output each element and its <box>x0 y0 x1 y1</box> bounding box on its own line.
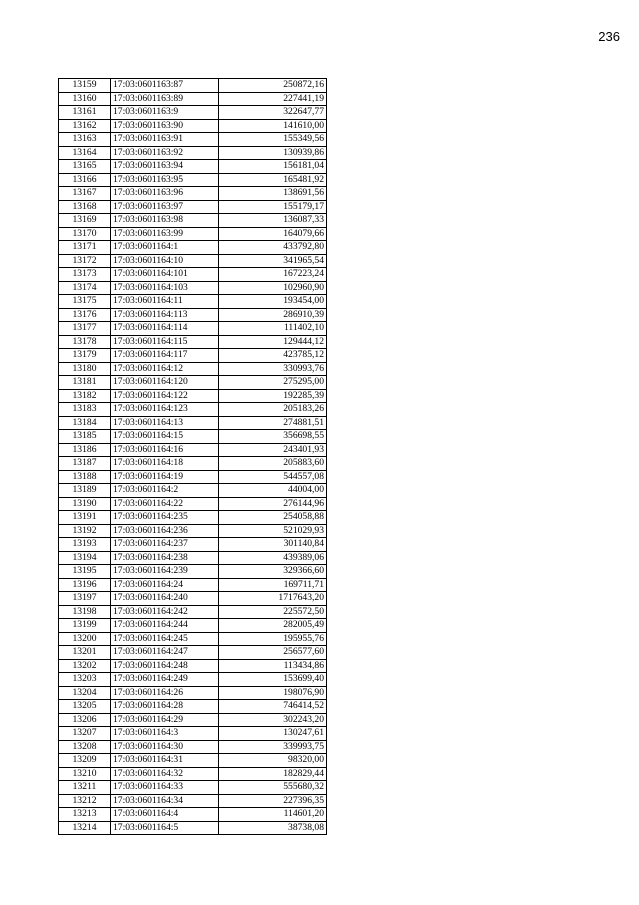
cadastral-number-cell: 17:03:0601164:16 <box>111 443 219 457</box>
cadastral-number-cell: 17:03:0601164:19 <box>111 470 219 484</box>
table-row <box>59 268 327 282</box>
table-row <box>59 281 327 295</box>
cadastral-number-cell: 17:03:0601163:90 <box>111 119 219 133</box>
cadastral-value-cell: 198076,90 <box>219 686 327 700</box>
table-row <box>59 808 327 822</box>
row-number-cell: 13185 <box>59 430 111 444</box>
row-number-cell: 13207 <box>59 727 111 741</box>
table-row <box>59 79 327 93</box>
cadastral-number-cell: 17:03:0601164:34 <box>111 794 219 808</box>
table-row <box>59 767 327 781</box>
row-number-cell: 13170 <box>59 227 111 241</box>
cadastral-value-cell: 192285,39 <box>219 389 327 403</box>
cadastral-number-cell: 17:03:0601164:236 <box>111 524 219 538</box>
cadastral-value-cell: 130247,61 <box>219 727 327 741</box>
cadastral-value-cell: 302243,20 <box>219 713 327 727</box>
cadastral-number-cell: 17:03:0601163:99 <box>111 227 219 241</box>
table-row <box>59 781 327 795</box>
cadastral-value-cell: 38738,08 <box>219 821 327 835</box>
cadastral-value-cell: 256577,60 <box>219 646 327 660</box>
row-number-cell: 13202 <box>59 659 111 673</box>
cadastral-value-cell: 746414,52 <box>219 700 327 714</box>
table-row <box>59 659 327 673</box>
table-row <box>59 470 327 484</box>
table-row <box>59 376 327 390</box>
cadastral-number-cell: 17:03:0601164:15 <box>111 430 219 444</box>
table-row <box>59 335 327 349</box>
row-number-cell: 13197 <box>59 592 111 606</box>
cadastral-value-cell: 155349,56 <box>219 133 327 147</box>
cadastral-value-cell: 286910,39 <box>219 308 327 322</box>
row-number-cell: 13205 <box>59 700 111 714</box>
cadastral-number-cell: 17:03:0601163:91 <box>111 133 219 147</box>
row-number-cell: 13203 <box>59 673 111 687</box>
row-number-cell: 13191 <box>59 511 111 525</box>
cadastral-value-cell: 205883,60 <box>219 457 327 471</box>
cadastral-number-cell: 17:03:0601164:24 <box>111 578 219 592</box>
cadastral-number-cell: 17:03:0601164:244 <box>111 619 219 633</box>
cadastral-value-cell: 339993,75 <box>219 740 327 754</box>
cadastral-number-cell: 17:03:0601163:97 <box>111 200 219 214</box>
table-row <box>59 403 327 417</box>
cadastral-number-cell: 17:03:0601164:122 <box>111 389 219 403</box>
table-row <box>59 592 327 606</box>
table-row <box>59 551 327 565</box>
cadastral-value-cell: 301140,84 <box>219 538 327 552</box>
cadastral-number-cell: 17:03:0601164:123 <box>111 403 219 417</box>
row-number-cell: 13181 <box>59 376 111 390</box>
table-row <box>59 632 327 646</box>
cadastral-number-cell: 17:03:0601164:101 <box>111 268 219 282</box>
row-number-cell: 13200 <box>59 632 111 646</box>
row-number-cell: 13212 <box>59 794 111 808</box>
cadastral-number-cell: 17:03:0601164:240 <box>111 592 219 606</box>
row-number-cell: 13161 <box>59 106 111 120</box>
cadastral-number-cell: 17:03:0601163:89 <box>111 92 219 106</box>
row-number-cell: 13189 <box>59 484 111 498</box>
table-row <box>59 443 327 457</box>
cadastral-number-cell: 17:03:0601164:120 <box>111 376 219 390</box>
row-number-cell: 13193 <box>59 538 111 552</box>
row-number-cell: 13188 <box>59 470 111 484</box>
cadastral-value-cell: 250872,16 <box>219 79 327 93</box>
row-number-cell: 13209 <box>59 754 111 768</box>
cadastral-number-cell: 17:03:0601164:5 <box>111 821 219 835</box>
cadastral-number-cell: 17:03:0601164:242 <box>111 605 219 619</box>
cadastral-number-cell: 17:03:0601164:31 <box>111 754 219 768</box>
table-row <box>59 646 327 660</box>
row-number-cell: 13192 <box>59 524 111 538</box>
row-number-cell: 13164 <box>59 146 111 160</box>
table-row <box>59 146 327 160</box>
cadastral-number-cell: 17:03:0601164:22 <box>111 497 219 511</box>
table-row <box>59 511 327 525</box>
row-number-cell: 13172 <box>59 254 111 268</box>
cadastral-value-cell: 254058,88 <box>219 511 327 525</box>
table-row <box>59 241 327 255</box>
row-number-cell: 13208 <box>59 740 111 754</box>
row-number-cell: 13175 <box>59 295 111 309</box>
cadastral-value-cell: 439389,06 <box>219 551 327 565</box>
cadastral-value-cell: 113434,86 <box>219 659 327 673</box>
table-row <box>59 538 327 552</box>
row-number-cell: 13171 <box>59 241 111 255</box>
table-row <box>59 362 327 376</box>
cadastral-number-cell: 17:03:0601164:33 <box>111 781 219 795</box>
cadastral-number-cell: 17:03:0601164:2 <box>111 484 219 498</box>
cadastral-number-cell: 17:03:0601163:95 <box>111 173 219 187</box>
cadastral-value-cell: 275295,00 <box>219 376 327 390</box>
row-number-cell: 13176 <box>59 308 111 322</box>
row-number-cell: 13165 <box>59 160 111 174</box>
row-number-cell: 13210 <box>59 767 111 781</box>
row-number-cell: 13182 <box>59 389 111 403</box>
row-number-cell: 13178 <box>59 335 111 349</box>
cadastral-number-cell: 17:03:0601164:239 <box>111 565 219 579</box>
table-row <box>59 322 327 336</box>
cadastral-value-cell: 169711,71 <box>219 578 327 592</box>
table-row <box>59 673 327 687</box>
cadastral-value-cell: 330993,76 <box>219 362 327 376</box>
table-row <box>59 565 327 579</box>
cadastral-number-cell: 17:03:0601164:113 <box>111 308 219 322</box>
cadastral-value-cell: 98320,00 <box>219 754 327 768</box>
row-number-cell: 13186 <box>59 443 111 457</box>
row-number-cell: 13201 <box>59 646 111 660</box>
cadastral-value-cell: 167223,24 <box>219 268 327 282</box>
cadastral-value-cell: 155179,17 <box>219 200 327 214</box>
cadastral-value-cell: 276144,96 <box>219 497 327 511</box>
cadastral-number-cell: 17:03:0601164:235 <box>111 511 219 525</box>
cadastral-number-cell: 17:03:0601164:249 <box>111 673 219 687</box>
table-row <box>59 119 327 133</box>
row-number-cell: 13166 <box>59 173 111 187</box>
row-number-cell: 13159 <box>59 79 111 93</box>
table-row <box>59 605 327 619</box>
table-row <box>59 106 327 120</box>
cadastral-number-cell: 17:03:0601164:114 <box>111 322 219 336</box>
table-row <box>59 160 327 174</box>
row-number-cell: 13206 <box>59 713 111 727</box>
cadastral-value-cell: 136087,33 <box>219 214 327 228</box>
cadastral-value-cell: 329366,60 <box>219 565 327 579</box>
cadastral-value-cell: 555680,32 <box>219 781 327 795</box>
row-number-cell: 13211 <box>59 781 111 795</box>
cadastral-number-cell: 17:03:0601164:117 <box>111 349 219 363</box>
cadastral-value-cell: 274881,51 <box>219 416 327 430</box>
cadastral-value-cell: 423785,12 <box>219 349 327 363</box>
cadastral-value-cell: 282005,49 <box>219 619 327 633</box>
table-row <box>59 214 327 228</box>
table-row <box>59 619 327 633</box>
table-row <box>59 727 327 741</box>
cadastral-number-cell: 17:03:0601163:94 <box>111 160 219 174</box>
row-number-cell: 13168 <box>59 200 111 214</box>
cadastral-value-cell: 138691,56 <box>219 187 327 201</box>
row-number-cell: 13169 <box>59 214 111 228</box>
cadastral-value-cell: 227441,19 <box>219 92 327 106</box>
cadastral-number-cell: 17:03:0601164:30 <box>111 740 219 754</box>
table-row <box>59 389 327 403</box>
cadastral-value-cell: 114601,20 <box>219 808 327 822</box>
cadastral-value-cell: 129444,12 <box>219 335 327 349</box>
row-number-cell: 13198 <box>59 605 111 619</box>
cadastral-number-cell: 17:03:0601164:103 <box>111 281 219 295</box>
row-number-cell: 13196 <box>59 578 111 592</box>
cadastral-value-cell: 205183,26 <box>219 403 327 417</box>
cadastral-number-cell: 17:03:0601164:10 <box>111 254 219 268</box>
cadastral-value-cell: 356698,55 <box>219 430 327 444</box>
table-row <box>59 794 327 808</box>
table-row <box>59 200 327 214</box>
cadastral-number-cell: 17:03:0601164:247 <box>111 646 219 660</box>
cadastral-value-cell: 44004,00 <box>219 484 327 498</box>
cadastral-value-cell: 193454,00 <box>219 295 327 309</box>
table-body <box>59 79 327 835</box>
cadastral-number-cell: 17:03:0601164:26 <box>111 686 219 700</box>
table-row <box>59 740 327 754</box>
table-row <box>59 713 327 727</box>
cadastral-value-cell: 544557,08 <box>219 470 327 484</box>
row-number-cell: 13160 <box>59 92 111 106</box>
row-number-cell: 13204 <box>59 686 111 700</box>
row-number-cell: 13180 <box>59 362 111 376</box>
row-number-cell: 13162 <box>59 119 111 133</box>
cadastral-value-cell: 165481,92 <box>219 173 327 187</box>
table-row <box>59 92 327 106</box>
cadastral-value-cell: 322647,77 <box>219 106 327 120</box>
table-row <box>59 700 327 714</box>
table-row <box>59 133 327 147</box>
table-row <box>59 308 327 322</box>
cadastral-value-cell: 164079,66 <box>219 227 327 241</box>
cadastral-value-cell: 195955,76 <box>219 632 327 646</box>
row-number-cell: 13179 <box>59 349 111 363</box>
cadastral-value-cell: 341965,54 <box>219 254 327 268</box>
cadastral-value-cell: 182829,44 <box>219 767 327 781</box>
cadastral-number-cell: 17:03:0601164:3 <box>111 727 219 741</box>
table-row <box>59 457 327 471</box>
cadastral-number-cell: 17:03:0601164:32 <box>111 767 219 781</box>
cadastral-value-cell: 225572,50 <box>219 605 327 619</box>
cadastral-value-cell: 111402,10 <box>219 322 327 336</box>
cadastral-value-cell: 153699,40 <box>219 673 327 687</box>
row-number-cell: 13167 <box>59 187 111 201</box>
table-row <box>59 484 327 498</box>
cadastral-number-cell: 17:03:0601164:13 <box>111 416 219 430</box>
cadastral-value-cell: 102960,90 <box>219 281 327 295</box>
cadastral-value-cell: 433792,80 <box>219 241 327 255</box>
row-number-cell: 13177 <box>59 322 111 336</box>
cadastral-number-cell: 17:03:0601164:29 <box>111 713 219 727</box>
table-row <box>59 173 327 187</box>
table-row <box>59 430 327 444</box>
table-row <box>59 227 327 241</box>
cadastral-number-cell: 17:03:0601163:98 <box>111 214 219 228</box>
cadastral-value-cell: 521029,93 <box>219 524 327 538</box>
row-number-cell: 13194 <box>59 551 111 565</box>
cadastral-number-cell: 17:03:0601164:237 <box>111 538 219 552</box>
cadastral-value-cell: 130939,86 <box>219 146 327 160</box>
cadastral-number-cell: 17:03:0601164:12 <box>111 362 219 376</box>
row-number-cell: 13173 <box>59 268 111 282</box>
row-number-cell: 13190 <box>59 497 111 511</box>
cadastral-number-cell: 17:03:0601164:1 <box>111 241 219 255</box>
row-number-cell: 13174 <box>59 281 111 295</box>
cadastral-value-table <box>58 78 327 835</box>
cadastral-number-cell: 17:03:0601163:87 <box>111 79 219 93</box>
row-number-cell: 13187 <box>59 457 111 471</box>
table-row <box>59 497 327 511</box>
table-row <box>59 754 327 768</box>
page-number: 236 <box>598 29 620 44</box>
cadastral-number-cell: 17:03:0601163:96 <box>111 187 219 201</box>
cadastral-value-cell: 156181,04 <box>219 160 327 174</box>
table-row <box>59 578 327 592</box>
table-row <box>59 349 327 363</box>
table-row <box>59 821 327 835</box>
table-row <box>59 524 327 538</box>
cadastral-value-cell: 227396,35 <box>219 794 327 808</box>
cadastral-number-cell: 17:03:0601164:245 <box>111 632 219 646</box>
table-row <box>59 416 327 430</box>
row-number-cell: 13163 <box>59 133 111 147</box>
cadastral-number-cell: 17:03:0601164:11 <box>111 295 219 309</box>
cadastral-number-cell: 17:03:0601164:238 <box>111 551 219 565</box>
table-row <box>59 187 327 201</box>
row-number-cell: 13199 <box>59 619 111 633</box>
row-number-cell: 13184 <box>59 416 111 430</box>
cadastral-number-cell: 17:03:0601164:18 <box>111 457 219 471</box>
table-row <box>59 295 327 309</box>
cadastral-number-cell: 17:03:0601164:4 <box>111 808 219 822</box>
cadastral-number-cell: 17:03:0601163:9 <box>111 106 219 120</box>
cadastral-number-cell: 17:03:0601164:115 <box>111 335 219 349</box>
row-number-cell: 13214 <box>59 821 111 835</box>
cadastral-number-cell: 17:03:0601163:92 <box>111 146 219 160</box>
cadastral-number-cell: 17:03:0601164:28 <box>111 700 219 714</box>
row-number-cell: 13183 <box>59 403 111 417</box>
cadastral-number-cell: 17:03:0601164:248 <box>111 659 219 673</box>
table-row <box>59 686 327 700</box>
row-number-cell: 13195 <box>59 565 111 579</box>
table-row <box>59 254 327 268</box>
cadastral-value-cell: 1717643,20 <box>219 592 327 606</box>
cadastral-value-cell: 141610,00 <box>219 119 327 133</box>
row-number-cell: 13213 <box>59 808 111 822</box>
cadastral-value-cell: 243401,93 <box>219 443 327 457</box>
